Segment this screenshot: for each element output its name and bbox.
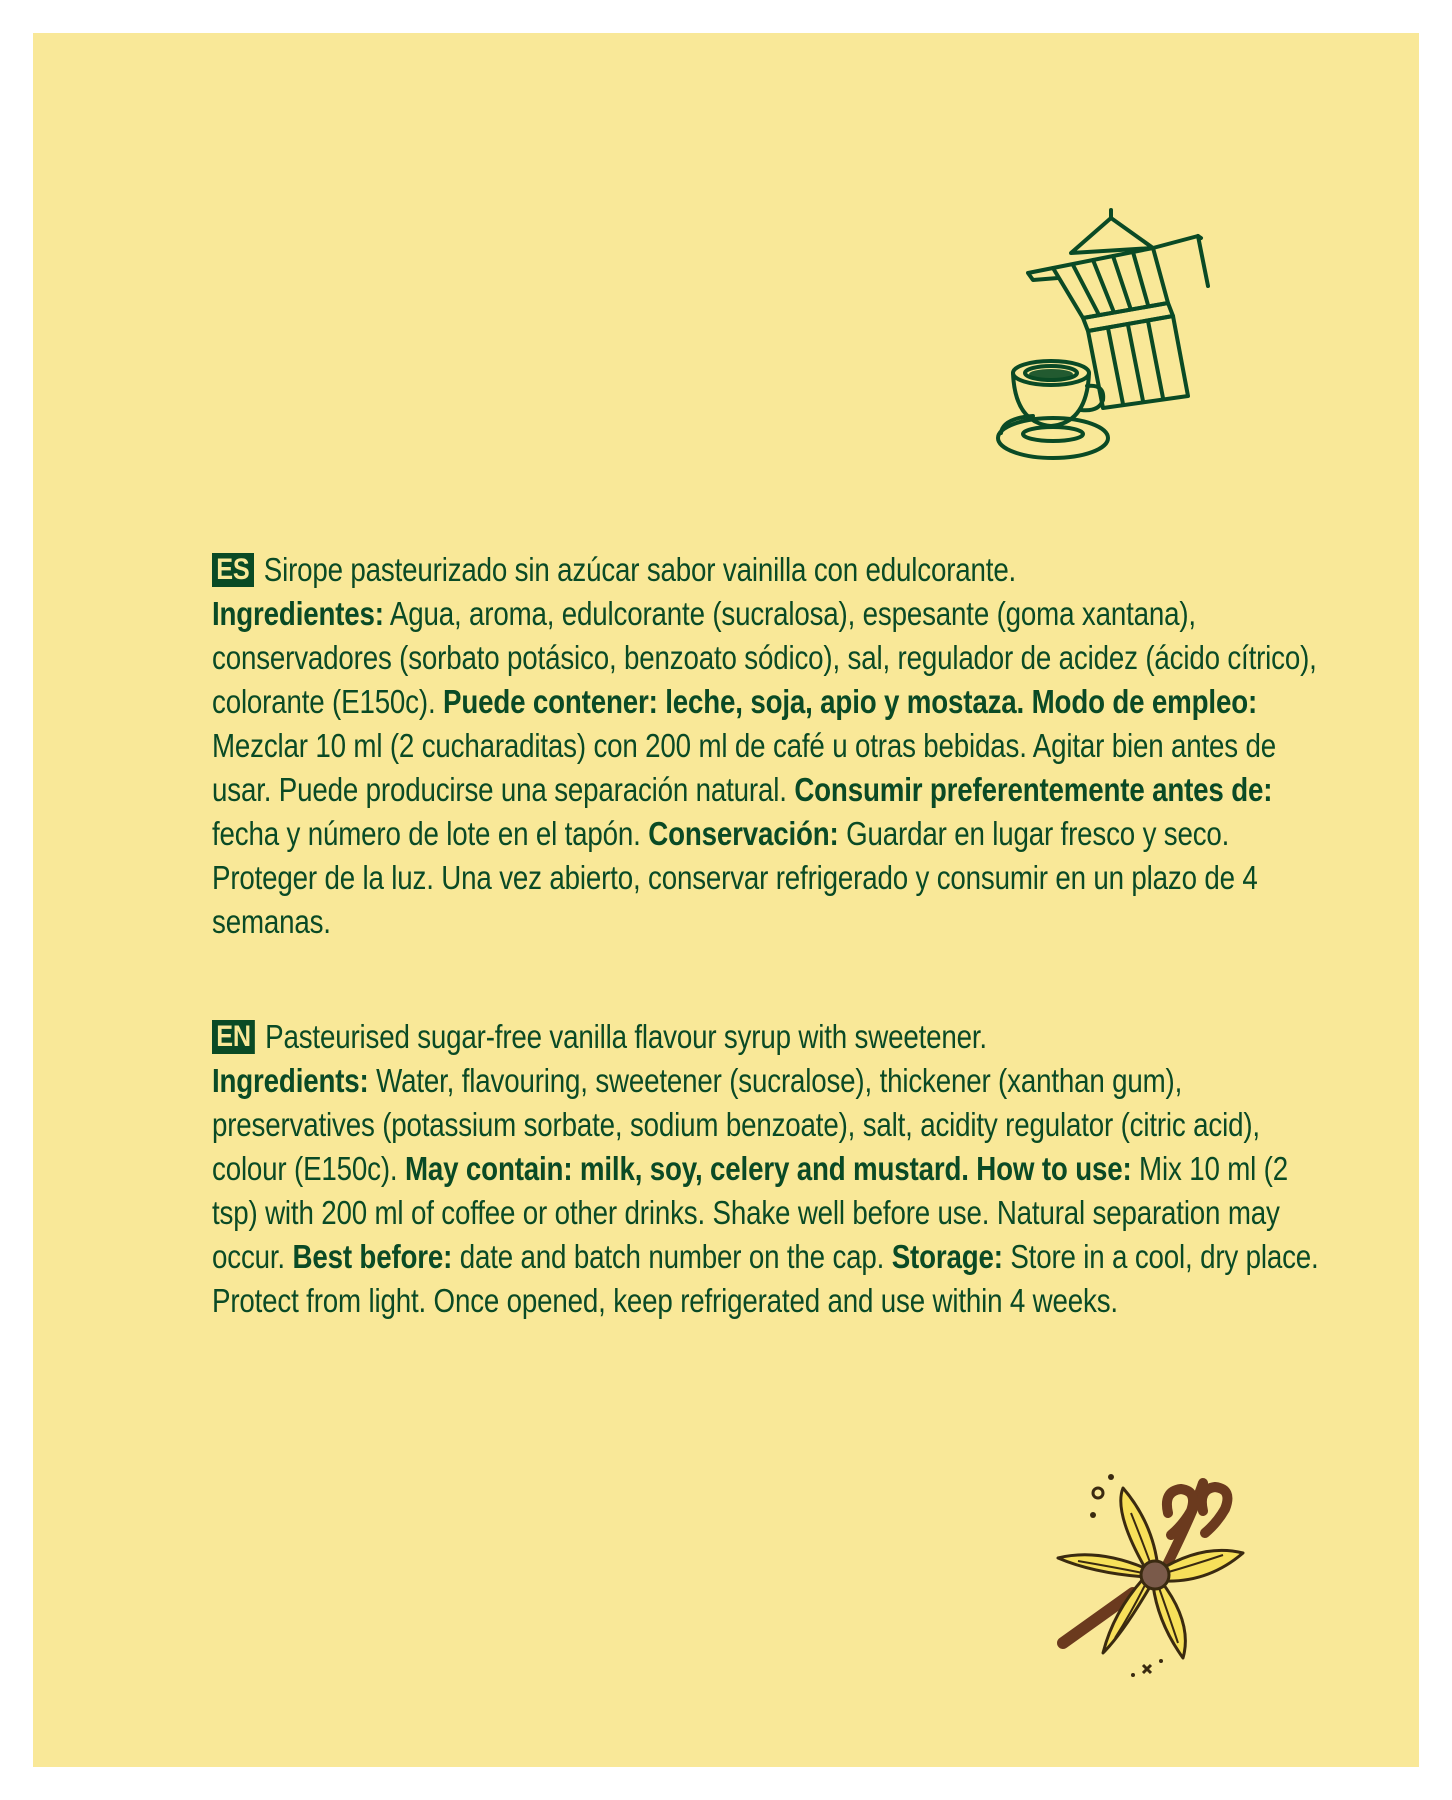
allergens-en: May contain: milk, soy, celery and mustard. <box>404 1150 969 1187</box>
ingredients-text-es: Agua, aroma, edulcorante (sucralosa), espesante (goma xantana), conservadores (sorbato potásico, benzoato sódico), sal, regulador de acidez (ácido cítrico), colorante (E150c). <box>212 595 1317 720</box>
product-description-en: Pasteurised sugar-free vanilla flavour syrup with sweetener. <box>265 1018 987 1055</box>
usage-label-es: Modo de empleo: <box>1024 683 1258 720</box>
product-description-es: Sirope pasteurizado sin azúcar sabor vainilla con edulcorante. <box>263 551 1017 588</box>
best-before-text-es: fecha y número de lote en el tapón. <box>212 815 649 852</box>
usage-text-en: Mix 10 ml (2 tsp) with 200 ml of coffee or other drinks. Shake well before use. Natural separation may occur. <box>212 1150 1288 1275</box>
language-badge-es: ES <box>212 553 254 587</box>
usage-label-en: How to use: <box>968 1150 1132 1187</box>
language-badge-en: EN <box>212 1020 255 1054</box>
english-text-block <box>212 1015 1329 1323</box>
best-before-label-en: Best before: <box>292 1238 453 1275</box>
storage-label-en: Storage: <box>891 1238 1003 1275</box>
vanilla-flower-icon <box>1043 1453 1273 1683</box>
allergens-es: Puede contener: leche, soja, apio y mostaza. <box>443 683 1025 720</box>
storage-label-es: Conservación: <box>648 815 839 852</box>
best-before-text-en: date and batch number on the cap. <box>452 1238 892 1275</box>
moka-pot-and-coffee-cup-icon <box>993 208 1293 488</box>
usage-text-es: Mezclar 10 ml (2 cucharaditas) con 200 ml de café u otras bebidas. Agitar bien antes de usar. Puede producirse una separación natural. <box>212 727 1276 808</box>
ingredients-text-en: Water, flavouring, sweetener (sucralose), thickener (xanthan gum), preservatives (potassium sorbate, sodium benzoate), salt, acidity regulator (citric acid), colour (E150c). <box>212 1062 1260 1187</box>
ingredients-label-es: Ingredientes: <box>212 595 384 632</box>
best-before-label-es: Consumir preferentemente antes de: <box>794 771 1273 808</box>
spanish-text-block <box>212 548 1329 944</box>
ingredients-label-en: Ingredients: <box>212 1062 369 1099</box>
storage-text-en: Store in a cool, dry place. Protect from light. Once opened, keep refrigerated and use within 4 weeks. <box>212 1238 1319 1319</box>
label-panel <box>33 33 1419 1767</box>
storage-text-es: Guardar en lugar fresco y seco. Proteger de la luz. Una vez abierto, conservar refrigerado y consumir en un plazo de 4 semanas. <box>212 815 1258 940</box>
